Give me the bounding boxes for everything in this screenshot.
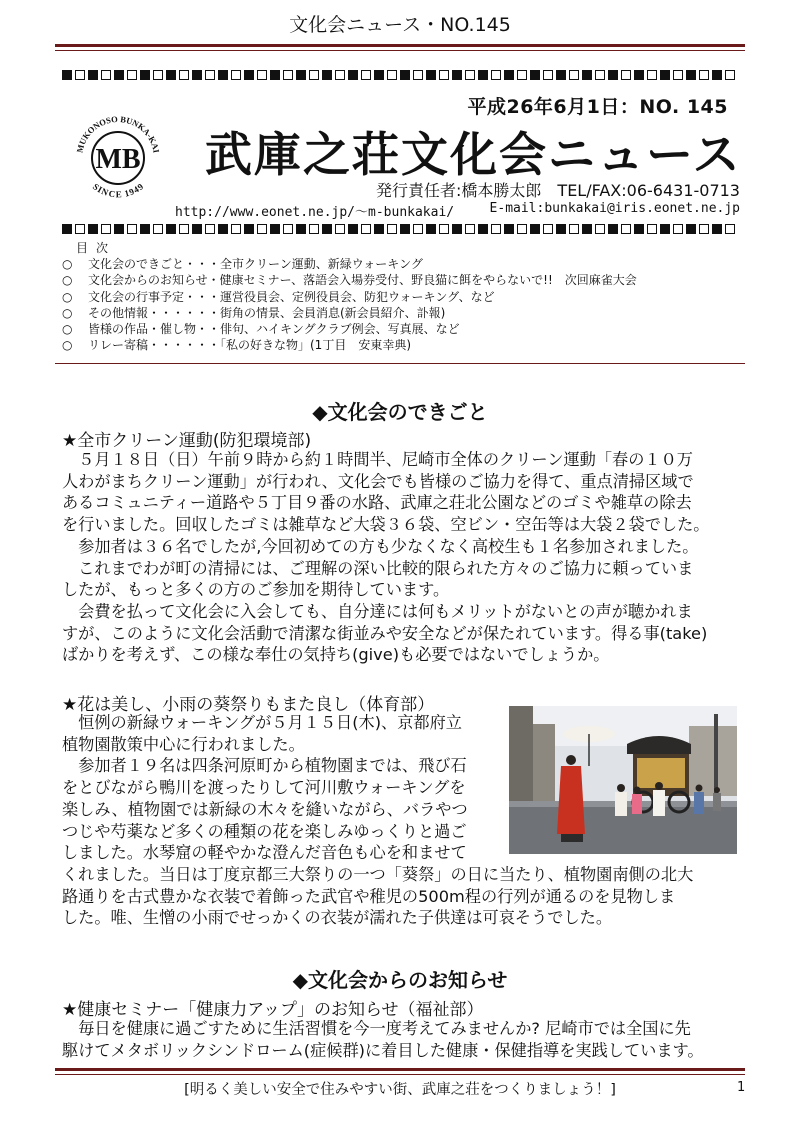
pattern-square [686,224,696,234]
pattern-square [595,224,605,234]
article-body-cleanup [62,449,710,666]
body-line: したが、もっと多くの方のご参加を期待しています。 [62,580,450,600]
pattern-square [426,224,436,234]
pattern-square [270,224,280,234]
pattern-square [530,224,540,234]
pattern-square [322,224,332,234]
pattern-square [153,70,163,80]
masthead-title: 武庫之荘文化会ニュース [205,128,742,183]
pattern-square [140,224,150,234]
pattern-square [439,70,449,80]
body-line: これまでわが町の清掃には、ご理解の深い比較的限られた方々のご協力に頼っていま [62,558,694,578]
pattern-square [75,224,85,234]
page-number: 1 [737,1080,746,1095]
footer-slogan: [明るく美しい安全で住みやすい街、武庫之荘をつくりましょう！] [184,1082,616,1098]
toc-item-text: その他情報・・・・・・街角の情景、会員消息(新会員紹介、訃報) [88,305,446,320]
pattern-square [400,70,410,80]
publisher-line: 発行責任者:橋本勝太郎 TEL/FAX:06-6431-0713 [376,181,740,200]
pattern-square [478,70,488,80]
pattern-square [556,70,566,80]
pattern-square [244,224,254,234]
toc-item[interactable] [62,305,752,321]
pattern-square [426,70,436,80]
pattern-square [647,70,657,80]
pattern-square [673,224,683,234]
body-line: 人わがまちクリーン運動」が行われ、文化会でも皆様のご協力を得て、重点清掃区域で [62,471,694,491]
pattern-square [62,70,72,80]
body-line: すが、このように文化会活動で清潔な街並みや安全などが保たれています。得る事(take) [62,623,708,643]
article-title-cleanup: ★全市クリーン運動(防犯環境部) [62,431,312,451]
pattern-square [192,224,202,234]
toc-item[interactable] [62,321,752,337]
pattern-square [296,224,306,234]
website-link[interactable]: http://www.eonet.ne.jp/～m-bunkakai/ [175,205,455,220]
pattern-square [335,224,345,234]
toc-item-text: 文化会の行事予定・・・運営役員会、定例役員会、防犯ウォーキング、など [88,289,495,304]
bottom-double-rule [55,1068,745,1075]
body-line: をとびながら鴨川を渡ったりして河川敷ウォーキングを [62,778,466,798]
article-body-walking-narrow [62,712,468,864]
pattern-square [608,224,618,234]
running-title: 文化会ニュース・NO.145 [289,14,511,36]
section-heading-events: ◆文化会のできごと [312,400,488,424]
pattern-square [699,70,709,80]
article-body-seminar [62,1018,704,1061]
pattern-square [218,224,228,234]
pattern-square [374,224,384,234]
pattern-square [283,224,293,234]
pattern-square [257,70,267,80]
pattern-square [543,224,553,234]
email-link[interactable]: E-mail:bunkakai@iris.eonet.ne.jp [489,201,740,216]
pattern-square [140,70,150,80]
pattern-square [88,224,98,234]
pattern-square [335,70,345,80]
body-line: 参加者は３６名でしたが,今回初めての方も少なくなく高校生も１名参加されました。 [62,536,699,556]
pattern-square [231,70,241,80]
pattern-square [296,70,306,80]
body-line: 会費を払って文化会に入会しても、自分達には何もメリットがないとの声が聴かれま [62,601,693,621]
pattern-square [465,70,475,80]
pattern-square [634,224,644,234]
body-line: 植物園散策中心に行われました。 [62,734,305,754]
pattern-square [166,70,176,80]
pattern-square [465,224,475,234]
body-line: した。唯、生憎の小雨でせっかくの衣装が濡れた子供達は可哀そうでした。 [62,908,613,928]
pattern-square [504,70,514,80]
pattern-square [361,224,371,234]
square-pattern-top [62,70,742,82]
body-line: つじや芍薬など多くの種類の花を楽しみゆっくりと過ご [62,821,467,841]
pattern-square [569,70,579,80]
toc-item[interactable] [62,256,752,272]
body-line: くれました。当日は丁度京都三大祭りの一つ「葵祭」の日に当たり、植物園南側の北大 [62,865,694,884]
toc-divider [55,363,745,364]
pattern-square [530,70,540,80]
pattern-square [556,224,566,234]
pattern-square [205,70,215,80]
top-double-rule [55,44,745,51]
pattern-square [101,70,111,80]
toc-bullet: ○ [62,322,73,337]
pattern-square [114,70,124,80]
logo-arc-top: MUKONOSO BUNKA-KAI [74,113,162,154]
pattern-square [283,70,293,80]
pattern-square [361,70,371,80]
toc-heading: 目次 [76,241,117,255]
pattern-square [114,224,124,234]
body-line: しました。水琴窟の軽やかな澄んだ音色も心を和ませて [62,843,467,863]
pattern-square [205,224,215,234]
pattern-square [127,224,137,234]
body-line: 参加者１９名は四条河原町から植物園までは、飛び石 [62,756,467,776]
article-title-walking: ★花は美し、小雨の葵祭りもまた良し（体育部） [62,695,435,715]
pattern-square [387,70,397,80]
pattern-square [231,224,241,234]
pattern-square [673,70,683,80]
body-line: 駆けてメタボリックシンドローム(症候群)に着目した健康・保健指導を実践しています。 [62,1040,704,1060]
body-line: 恒例の新緑ウォーキングが５月１５日(木)、京都府立 [62,713,462,732]
pattern-square [413,70,423,80]
pattern-square [75,70,85,80]
logo-letters: MB [95,144,141,175]
pattern-square [88,70,98,80]
toc-bullet: ○ [62,289,73,304]
toc-bullet: ○ [62,338,73,353]
pattern-square [608,70,618,80]
toc-item[interactable] [62,289,752,305]
pattern-square [192,70,202,80]
pattern-square [179,70,189,80]
square-pattern-bottom [62,224,742,236]
pattern-square [621,70,631,80]
pattern-square [582,224,592,234]
toc-item-text: リレー寄稿・・・・・・「私の好きな物」(1丁目 安東幸典) [88,338,412,353]
pattern-square [725,224,735,234]
pattern-square [686,70,696,80]
pattern-square [309,224,319,234]
toc-item[interactable] [62,337,752,353]
pattern-square [309,70,319,80]
section-heading-notices: ◆文化会からのお知らせ [292,968,508,992]
pattern-square [179,224,189,234]
pattern-square [517,70,527,80]
body-line: を行いました。回収したゴミは雑草など大袋３６袋、空ビン・空缶等は大袋２袋でした。 [62,515,710,535]
pattern-square [62,224,72,234]
pattern-square [153,224,163,234]
article-title-seminar: ★健康セミナー「健康力アップ」のお知らせ（福祉部） [62,1000,484,1020]
pattern-square [725,70,735,80]
pattern-square [504,224,514,234]
toc-item-text: 文化会からのお知らせ・健康セミナー、落語会入場券受付、野良猫に餌をやらないで!! 次回麻雀大会 [88,273,637,288]
pattern-square [348,70,358,80]
body-line: ばかりを考えず、この様な奉仕の気持ち(give)も必要ではないでしょうか。 [62,645,610,665]
pattern-square [569,224,579,234]
pattern-square [101,224,111,234]
pattern-square [660,70,670,80]
pattern-square [660,224,670,234]
body-line: 毎日を健康に過ごすために生活習慣を今一度考えてみませんか? 尼崎市では全国に先 [62,1019,691,1038]
pattern-square [517,224,527,234]
pattern-square [218,70,228,80]
toc-item-text: 文化会のできごと・・・全市クリーン運動、新緑ウォーキング [88,257,423,272]
pattern-square [322,70,332,80]
pattern-square [478,224,488,234]
issue-date: 平成26年6月1日：NO. 145 [467,96,728,118]
toc-bullet: ○ [62,257,73,272]
article-body-walking-wide [62,864,693,929]
table-of-contents [62,240,752,353]
pattern-square [543,70,553,80]
club-logo [70,108,166,204]
body-line: 路通りを古式豊かな衣装で着飾った武官や稚児の500m程の行列が通るのを見物しま [62,886,676,906]
toc-bullet: ○ [62,305,73,320]
pattern-square [387,224,397,234]
pattern-square [634,70,644,80]
pattern-square [348,224,358,234]
pattern-square [127,70,137,80]
pattern-square [595,70,605,80]
pattern-square [491,224,501,234]
pattern-square [712,224,722,234]
body-line: ５月１８日（日）午前９時から約１時間半、尼崎市全体のクリーン運動「春の１０万 [62,450,693,469]
pattern-square [400,224,410,234]
logo-arc-bottom: SINCE 1949 [90,181,146,200]
body-line: あるコミュニティー道路や５丁目９番の水路、武庫之荘北公園などのゴミや雑草の除去 [62,493,692,513]
pattern-square [439,224,449,234]
pattern-square [166,224,176,234]
toc-item-text: 皆様の作品・催し物・・俳句、ハイキングクラブ例会、写真展、など [88,322,460,337]
toc-item[interactable] [62,272,752,288]
pattern-square [491,70,501,80]
pattern-square [257,224,267,234]
toc-bullet: ○ [62,273,73,288]
pattern-square [244,70,254,80]
pattern-square [374,70,384,80]
pattern-square [270,70,280,80]
pattern-square [699,224,709,234]
pattern-square [452,224,462,234]
pattern-square [712,70,722,80]
pattern-square [413,224,423,234]
pattern-square [452,70,462,80]
pattern-square [621,224,631,234]
body-line: 楽しみ、植物園では新緑の木々を縫いながら、バラやつ [62,799,468,819]
pattern-square [582,70,592,80]
pattern-square [647,224,657,234]
aoi-festival-photo [509,706,737,854]
